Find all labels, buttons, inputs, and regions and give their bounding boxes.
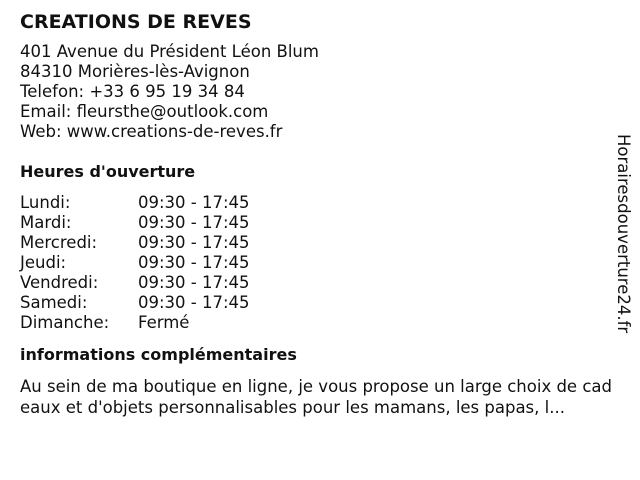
- hours-row-tuesday: [20, 213, 250, 233]
- day-hours: 09:30 - 17:45: [138, 253, 250, 272]
- day-label: Mercredi:: [20, 233, 98, 252]
- day-hours: 09:30 - 17:45: [138, 233, 250, 252]
- day-label: Mardi:: [20, 213, 72, 232]
- day-hours: 09:30 - 17:45: [138, 273, 250, 292]
- day-label: Samedi:: [20, 293, 88, 312]
- site-watermark: Horairesdouverture24.fr: [614, 134, 633, 334]
- day-label: Vendredi:: [20, 273, 99, 292]
- email-address[interactable]: Email: fleursthe@outlook.com: [20, 102, 269, 121]
- opening-hours-table: [20, 193, 250, 333]
- hours-row-monday: [20, 193, 250, 213]
- opening-hours-heading: Heures d'ouverture: [20, 162, 196, 181]
- hours-row-thursday: [20, 253, 250, 273]
- day-hours: 09:30 - 17:45: [138, 193, 250, 212]
- website-link[interactable]: Web: www.creations-de-reves.fr: [20, 122, 283, 141]
- day-hours: 09:30 - 17:45: [138, 293, 250, 312]
- hours-row-wednesday: [20, 233, 250, 253]
- day-label: Jeudi:: [20, 253, 67, 272]
- address-line-1: 401 Avenue du Président Léon Blum: [20, 42, 319, 61]
- hours-row-sunday: [20, 313, 250, 333]
- business-card: [20, 10, 616, 418]
- business-name: CREATIONS DE REVES: [20, 11, 252, 33]
- address-line-2: 84310 Morières-lès-Avignon: [20, 62, 250, 81]
- hours-row-friday: [20, 273, 250, 293]
- additional-info-heading: informations complémentaires: [20, 345, 297, 364]
- phone-number[interactable]: Telefon: +33 6 95 19 34 84: [20, 82, 245, 101]
- day-label: Dimanche:: [20, 313, 110, 332]
- day-label: Lundi:: [20, 193, 71, 212]
- hours-row-saturday: [20, 293, 250, 313]
- day-hours: 09:30 - 17:45: [138, 213, 250, 232]
- day-hours: Fermé: [138, 313, 190, 332]
- additional-info-text: Au sein de ma boutique en ligne, je vous propose un large choix de cadeaux et d'objets personnalisables pour les mamans, les papas, l...: [20, 377, 612, 417]
